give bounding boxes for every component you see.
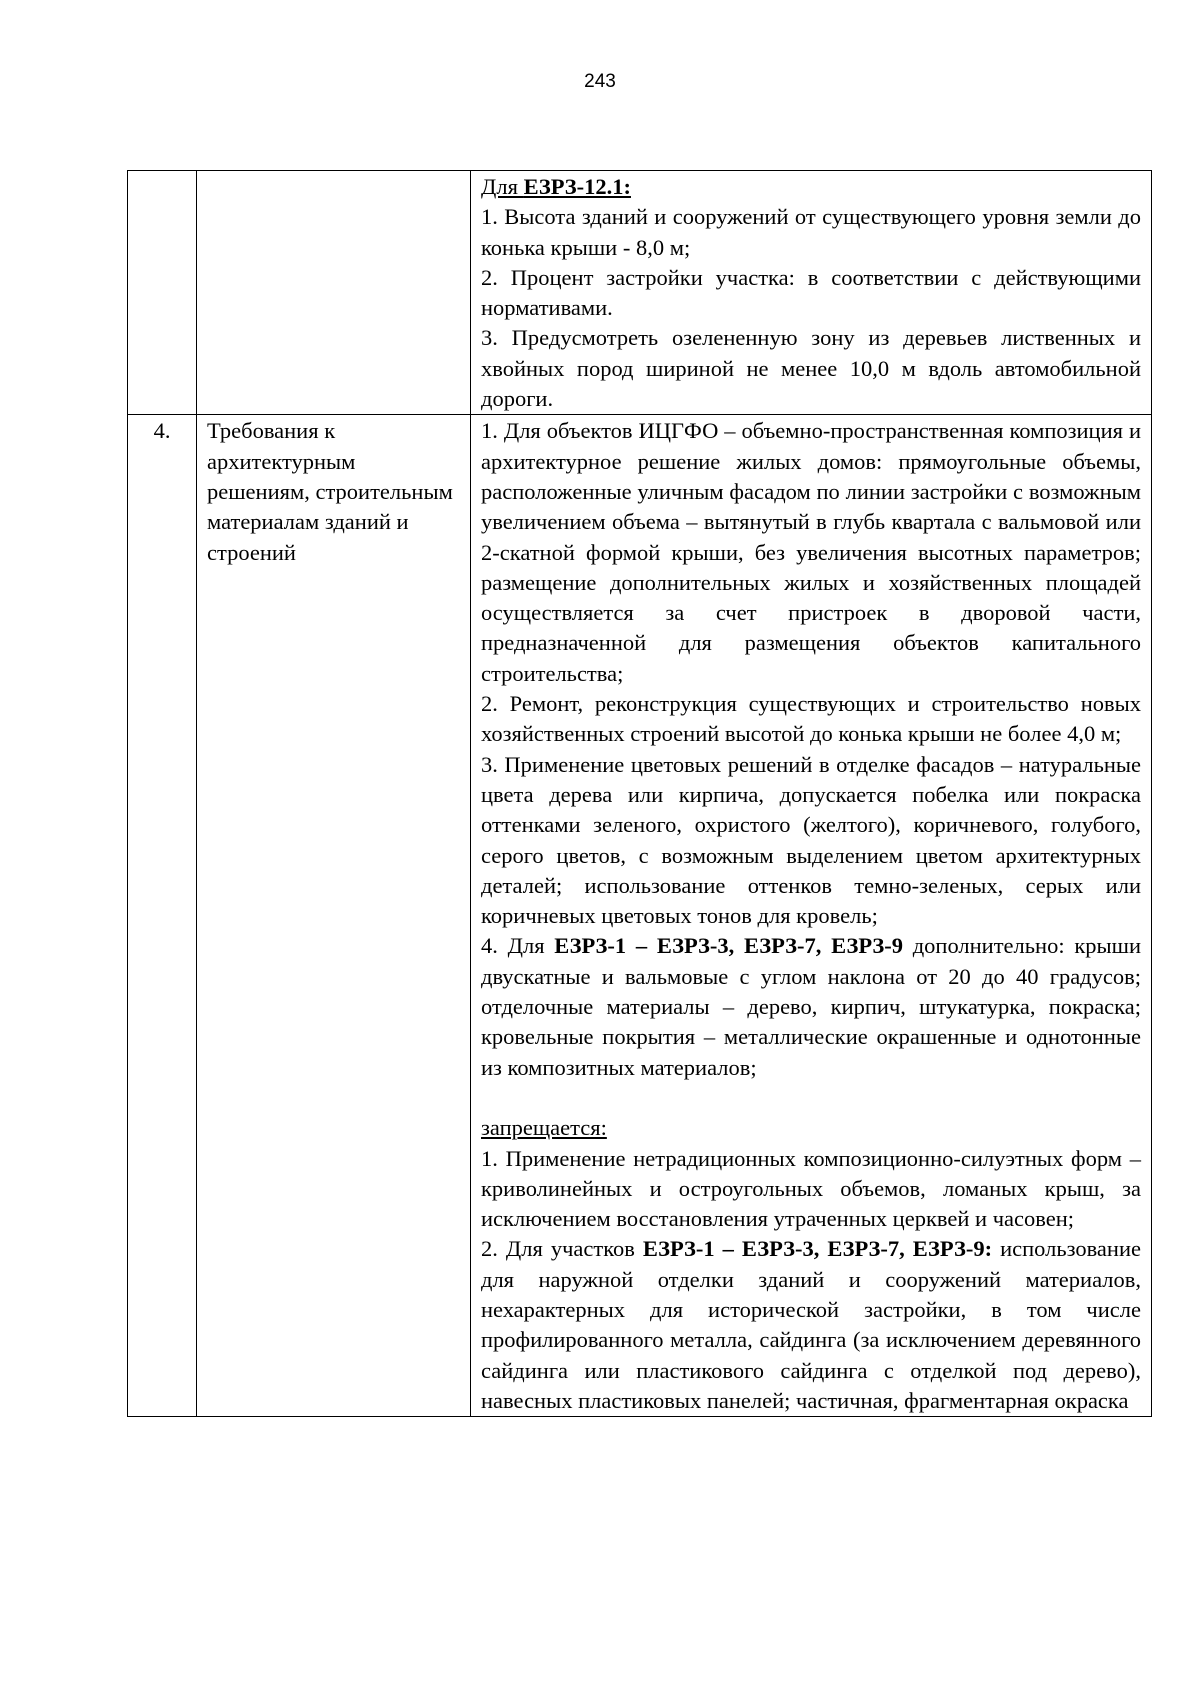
requirement-name-cell	[197, 171, 471, 415]
paragraph: 1. Для объектов ИЦГФО – объемно-пространственная композиция и архитектурное решение жилых домов: прямоугольные объемы, расположенные уличным фасадом по линии застройки с возможным увеличением объема – вытянутый в глубь квартала с вальмовой или 2-скатной формой крыши, без увеличения высотных параметров; размещение дополнительных жилых и хозяйственных площадей осуществляется за счет пристроек в дворовой части, предназначенной для размещения объектов капитального строительства;	[481, 418, 1141, 686]
table-row	[128, 171, 1152, 415]
paragraph: 1. Применение нетрадиционных композиционно-силуэтных форм – криволинейных и остроугольных объемов, ломаных крыш, за исключением восстановления утраченных церквей и часовен;	[481, 1145, 1141, 1232]
requirement-text-cell	[471, 415, 1152, 1417]
row-number-cell: 4.	[128, 415, 197, 1417]
forbidden-heading: запрещается:	[481, 1115, 607, 1141]
regulations-table	[127, 170, 1152, 1417]
requirement-text-cell	[471, 171, 1152, 415]
paragraph-prefix: 4. Для	[481, 933, 555, 959]
page-number: 243	[584, 71, 616, 92]
requirement-name-cell: Требования к архитектурным решениям, строительным материалам зданий и строений	[197, 415, 471, 1417]
paragraph	[481, 1234, 1141, 1416]
paragraph: 1. Высота зданий и сооружений от существующего уровня земли до конька крыши - 8,0 м;	[481, 204, 1141, 260]
zone-heading-code: ЕЗРЗ-12.1:	[523, 174, 631, 199]
paragraph-rest: использование для наружной отделки зданий и сооружений материалов, нехарактерных для исторической застройки, в том числе профилированного металла, сайдинга (за исключением деревянного сайдинга или пластикового сайдинга с отделкой под дерево), навесных пластиковых панелей; частичная, фрагментарная окраска	[481, 1236, 1141, 1413]
paragraph: 2. Процент застройки участка: в соответствии с действующими нормативами.	[481, 264, 1141, 321]
table-row	[128, 415, 1152, 1417]
zone-codes: ЕЗРЗ-1 – ЕЗРЗ-3, ЕЗРЗ-7, ЕЗРЗ-9	[554, 933, 903, 959]
paragraph: 3. Предусмотреть озелененную зону из деревьев лиственных и хвойных пород шириной не менее 10,0 м вдоль автомобильной дороги.	[481, 325, 1141, 412]
paragraph: 2. Ремонт, реконструкция существующих и строительство новых хозяйственных строений высотой до конька крыши не более 4,0 м;	[481, 691, 1141, 747]
paragraph: 3. Применение цветовых решений в отделке фасадов – натуральные цвета дерева или кирпича, допускается побелка или покраска оттенками зеленого, охристого (желтого), коричневого, голубого, серого цветов, с возможным выделением цветом архитектурных деталей; использование оттенков темно-зеленых, серых или коричневых цветовых тонов для кровель;	[481, 751, 1141, 929]
zone-heading-prefix: Для	[481, 174, 524, 199]
zone-codes: ЕЗРЗ-1 – ЕЗРЗ-3, ЕЗРЗ-7, ЕЗРЗ-9:	[642, 1236, 993, 1262]
paragraph-prefix: 2. Для участков	[481, 1236, 643, 1262]
paragraph	[481, 931, 1141, 1082]
blank-line	[481, 1083, 1141, 1113]
zone-heading	[481, 172, 1141, 202]
row-number-cell	[128, 171, 197, 415]
paragraph-rest: дополнительно: крыши двускатные и вальмовые с углом наклона от 20 до 40 градусов; отделочные материалы – дерево, кирпич, штукатурка, покраска; кровельные покрытия – металлические окрашенные и однотонные из композитных материалов;	[481, 933, 1141, 1080]
